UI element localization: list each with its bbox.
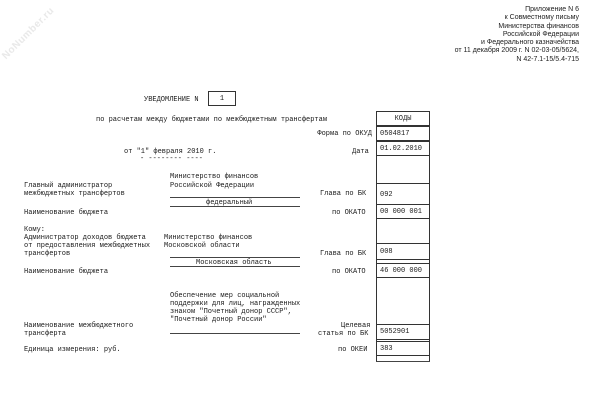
- unit-label: Единица измерения: руб.: [24, 346, 121, 354]
- transfer-underline: [170, 333, 300, 334]
- recipient-label-line2: от предоставления межбюджетных: [24, 242, 151, 250]
- recipient-budget-code-label: по ОКАТО: [332, 268, 366, 276]
- unit-code-label: по ОКЕИ: [338, 346, 368, 354]
- sender-budget-code-label: по ОКАТО: [332, 209, 366, 217]
- transfer-code-label-line1: Целевая: [341, 322, 371, 330]
- sender-budget-label: Наименование бюджета: [24, 209, 109, 217]
- transfer-code-label-line2: статья по БК: [318, 330, 369, 338]
- recipient-budget-value: Московская область: [196, 259, 272, 267]
- transfer-value-line1: Обеспечение мер социальной: [170, 292, 280, 300]
- recipient-budget-underline: [170, 266, 300, 267]
- recipient-value-line2: Московской области: [164, 242, 240, 250]
- sender-value-line2: Российской Федерации: [170, 182, 255, 190]
- transfer-value-line4: "Почетный донор России": [170, 316, 267, 324]
- recipient-budget-label: Наименование бюджета: [24, 268, 109, 276]
- okud-value: 0504817: [376, 126, 430, 141]
- approval-line: и Федерального казначейства: [481, 39, 579, 47]
- sender-label-line2: межбюджетных трансфертов: [24, 190, 125, 198]
- approval-line: Министерства финансов: [498, 22, 579, 30]
- sender-label-line1: Главный администратор: [24, 182, 113, 190]
- sender-budget-value: федеральный: [206, 199, 253, 207]
- approval-line: Приложение N 6: [525, 6, 579, 13]
- recipient-code-label: Глава по БК: [320, 250, 367, 258]
- recipient-budget-code-value: 46 000 000: [376, 263, 430, 278]
- sender-budget-code-value: 00 000 001: [376, 204, 430, 219]
- recipient-label-line3: трансфертов: [24, 250, 71, 258]
- notice-number: 1: [208, 91, 236, 106]
- transfer-code-value: 5052901: [376, 324, 430, 340]
- date-label: Дата: [352, 148, 369, 156]
- transfer-value-line3: знаком "Почетный донор СССР",: [170, 308, 292, 316]
- approval-block: [455, 6, 579, 64]
- codes-column-bottom: [376, 361, 430, 362]
- approval-line: Российской Федерации: [502, 30, 579, 38]
- approval-line: к Совместному письму: [504, 14, 579, 22]
- recipient-underline: [170, 257, 300, 258]
- codes-header: КОДЫ: [376, 111, 430, 126]
- sender-value-line1: Министерство финансов: [170, 173, 259, 181]
- recipient-value-line1: Министерство финансов: [164, 234, 253, 242]
- sender-code-label: Глава по БК: [320, 190, 367, 198]
- recipient-to: Кому:: [24, 226, 46, 234]
- recipient-label-line1: Администратор доходов бюджета: [24, 234, 146, 242]
- date-text: от "1" февраля 2010 г.: [124, 148, 217, 156]
- okud-label: Форма по ОКУД: [317, 130, 372, 138]
- notice-subtitle: по расчетам между бюджетами по межбюджетным трансфертам: [96, 116, 328, 124]
- approval-line: N 42-7.1-15/5.4-715: [516, 55, 579, 63]
- sender-code-value: 092: [376, 183, 430, 205]
- notice-title: УВЕДОМЛЕНИЕ N: [144, 96, 199, 104]
- recipient-code-value: 008: [376, 243, 430, 260]
- unit-code-value: 383: [376, 341, 430, 356]
- approval-line: от 11 декабря 2009 г. N 02-03-05/5624,: [454, 47, 579, 55]
- transfer-label-line1: Наименование межбюджетного: [24, 322, 134, 330]
- watermark: NoNumber.ru: [0, 5, 57, 62]
- date-value: 01.02.2010: [376, 141, 430, 156]
- sender-underline: [170, 197, 300, 198]
- date-underline: - -------- ----: [140, 155, 204, 163]
- sender-budget-underline: [170, 206, 300, 207]
- transfer-value-line2: поддержки для лиц, награжденных: [170, 300, 301, 308]
- transfer-label-line2: трансферта: [24, 330, 67, 338]
